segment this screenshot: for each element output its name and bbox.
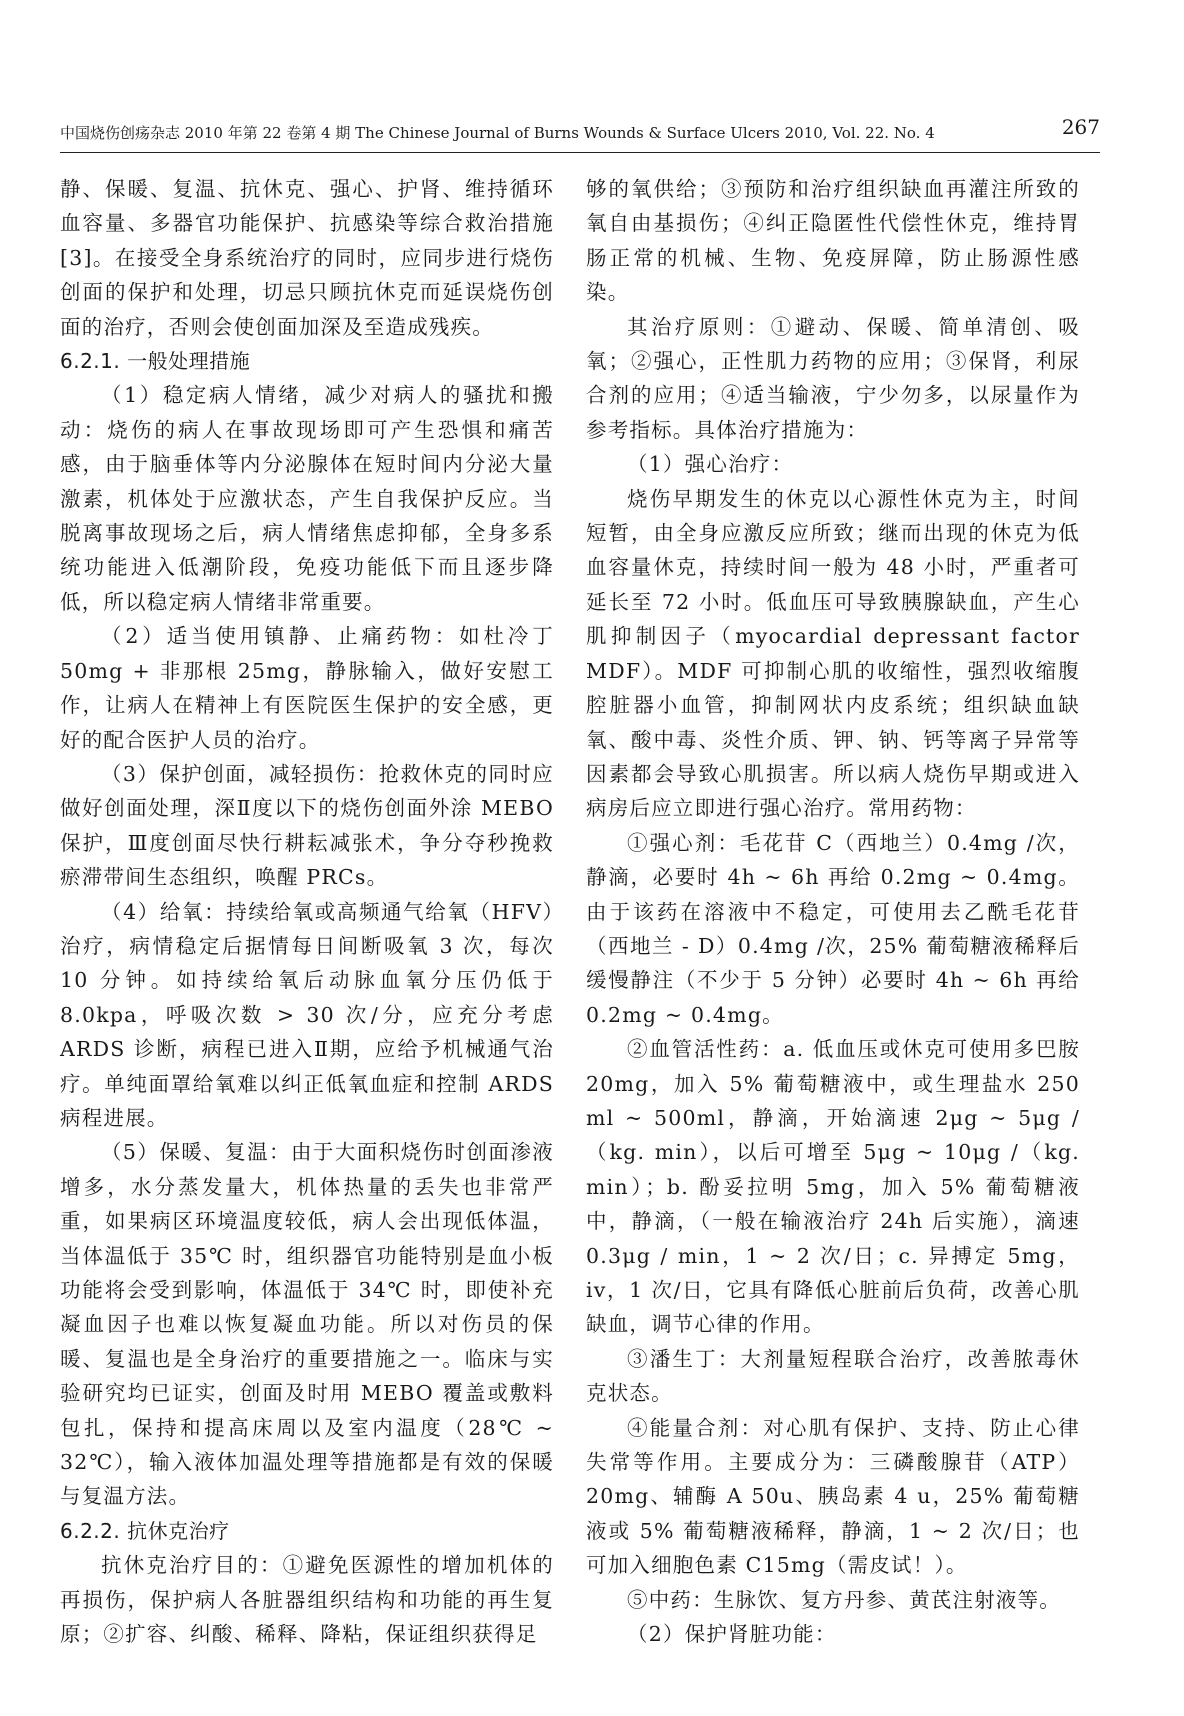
- paragraph: （1）强心治疗：: [627, 452, 794, 477]
- left-column: [60, 172, 554, 1651]
- paragraph: ④能量合剂：对心肌有保护、支持、防止心律失常等作用。主要成分为：三磷酸腺苷（ATP）20mg、辅酶 A 50u、胰岛素 4 u，25% 葡萄糖液或 5% 葡萄糖液稀释，静滴，1 ~ 2 次/日；也可加入细胞色素 C15mg（需皮试！）。: [586, 1415, 1080, 1578]
- paragraph: 烧伤早期发生的休克以心源性休克为主，时间短暂，由全身应激反应所致；继而出现的休克为低血容量休克，持续时间一般为 48 小时，严重者可延长至 72 小时。低血压可导致胰腺缺血，产生心肌抑制因子（myocardial depressant factor MDF）。MDF 可抑制心肌的收缩性，强烈收缩腹腔脏器小血管，抑制网状内皮系统；组织缺血缺氧、酸中毒、炎性介质、钾、钠、钙等离子异常等因素都会导致心肌损害。所以病人烧伤早期或进入病房后应立即进行强心治疗。常用药物：: [586, 486, 1080, 821]
- paragraph: （2）保护肾脏功能：: [627, 1622, 837, 1647]
- page-number: 267: [1061, 115, 1100, 139]
- right-column: [586, 172, 1080, 1651]
- running-header: [60, 115, 1100, 153]
- paragraph: ②血管活性药：a. 低血压或休克可使用多巴胺 20mg，加入 5% 葡萄糖液中，或生理盐水 250 ml ~ 500ml，静滴，开始滴速 2μg ~ 5μg /（kg. min），以后可增至 5μg ~ 10μg /（kg. min）；b. 酚妥拉明 5mg，加入 5% 葡萄糖液中，静滴，（一般在输液治疗 24h 后实施），滴速 0.3μg / min，1 ~ 2 次/日；c. 异搏定 5mg，iv，1 次/日，它具有降低心脏前后负荷，改善心肌缺血，调节心律的作用。: [586, 1037, 1080, 1337]
- paragraph: 够的氧供给；③预防和治疗组织缺血再灌注所致的氧自由基损伤；④纠正隐匿性代偿性休克，维持胃肠正常的机械、生物、免疫屏障，防止肠源性感染。: [586, 177, 1080, 305]
- paragraph: ①强心剂：毛花苷 C（西地兰）0.4mg /次，静滴，必要时 4h ~ 6h 再给 0.2mg ~ 0.4mg。由于该药在溶液中不稳定，可使用去乙酰毛花苷（西地兰 - D）0.4mg /次，25% 葡萄糖液稀释后缓慢静注（不少于 5 分钟）必要时 4h ~ 6h 再给 0.2mg ~ 0.4mg。: [586, 830, 1080, 1027]
- paragraph: ③潘生丁：大剂量短程联合治疗，改善脓毒休克状态。: [586, 1346, 1080, 1406]
- paragraph: （4）给氧：持续给氧或高频通气给氧（HFV）治疗，病情稳定后据情每日间断吸氧 3 次，每次 10 分钟。如持续给氧后动脉血氧分压仍低于 8.0kpa，呼吸次数 > 30 次/分，应充分考虑 ARDS 诊断，病程已进入Ⅱ期，应给予机械通气治疗。单纯面罩给氧难以纠正低氧血症和控制 ARDS 病程进展。: [60, 899, 554, 1130]
- paragraph: （1）稳定病人情绪，减少对病人的骚扰和搬动：烧伤的病人在事故现场即可产生恐惧和痛苦感，由于脑垂体等内分泌腺体在短时间内分泌大量激素，机体处于应激状态，产生自我保护反应。当脱离事故现场之后，病人情绪焦虑抑郁，全身多系统功能进入低潮阶段，免疫功能低下而且逐步降低，所以稳定病人情绪非常重要。: [60, 383, 554, 614]
- paragraph: （5）保暖、复温：由于大面积烧伤时创面渗液增多，水分蒸发量大，机体热量的丢失也非常严重，如果病区环境温度较低，病人会出现低体温，当体温低于 35℃ 时，组织器官功能特别是血小板功能将会受到影响，体温低于 34℃ 时，即使补充凝血因子也难以恢复凝血功能。所以对伤员的保暖、复温也是全身治疗的重要措施之一。临床与实验研究均已证实，创面及时用 MEBO 覆盖或敷料包扎，保持和提高床周以及室内温度（28℃ ~ 32℃），输入液体加温处理等措施都是有效的保暖与复温方法。: [60, 1140, 554, 1509]
- journal-line: 中国烧伤创疡杂志 2010 年第 22 卷第 4 期 The Chinese Journal of Burns Wounds & Surface Ulcers 2010, Vol. 22. No. 4: [60, 124, 935, 142]
- section-heading: 6.2.1. 一般处理措施: [60, 349, 251, 374]
- paragraph: （3）保护创面，减轻损伤：抢救休克的同时应做好创面处理，深Ⅱ度以下的烧伤创面外涂 MEBO 保护，Ⅲ度创面尽快行耕耘减张术，争分夺秒挽救瘀滞带间生态组织，唤醒 PRCs。: [60, 761, 554, 890]
- paragraph: 抗休克治疗目的：①避免医源性的增加机体的再损伤，保护病人各脏器组织结构和功能的再生复原；②扩容、纠酸、稀释、降粘，保证组织获得足: [60, 1553, 554, 1647]
- section-heading: 6.2.2. 抗休克治疗: [60, 1518, 230, 1543]
- paragraph: 静、保暖、复温、抗休克、强心、护肾、维持循环血容量、多器官功能保护、抗感染等综合救治措施[3]。在接受全身系统治疗的同时，应同步进行烧伤创面的保护和处理，切忌只顾抗休克而延误烧伤创面的治疗，否则会使创面加深及至造成残疾。: [60, 177, 554, 339]
- paragraph: ⑤中药：生脉饮、复方丹参、黄芪注射液等。: [627, 1587, 1061, 1612]
- paragraph: （2）适当使用镇静、止痛药物：如杜冷丁 50mg + 非那根 25mg，静脉输入，做好安慰工作，让病人在精神上有医院医生保护的安全感，更好的配合医护人员的治疗。: [60, 624, 554, 752]
- paragraph: 其治疗原则：①避动、保暖、简单清创、吸氧；②强心，正性肌力药物的应用；③保肾，利尿合剂的应用；④适当输液，宁少勿多，以尿量作为参考指标。具体治疗措施为：: [586, 314, 1080, 442]
